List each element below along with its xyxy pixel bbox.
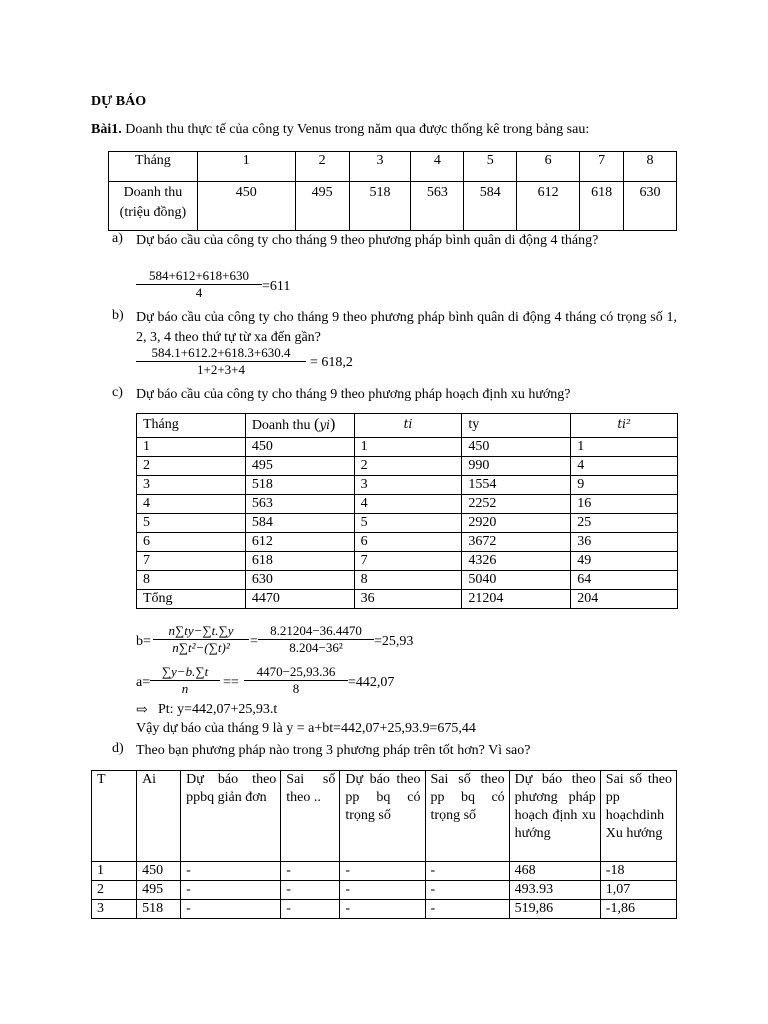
part-d-label: d): [112, 741, 124, 756]
revenue-cell: 563: [411, 182, 464, 231]
part-a-result: =611: [262, 279, 291, 294]
month-cell: 3: [349, 152, 411, 182]
part-a-label: a): [112, 231, 123, 246]
a-val-den: 8: [292, 681, 300, 696]
a-sym-den: n: [181, 681, 189, 696]
part-b-fraction: [136, 345, 306, 378]
trend-cell: 6: [354, 533, 462, 552]
trend-cell: 3672: [462, 533, 571, 552]
trend-table-row: [137, 495, 678, 514]
comparison-cell: -: [281, 862, 340, 881]
trend-cell: 4326: [462, 552, 571, 571]
trend-cell: 450: [245, 438, 354, 457]
revenue-label-line2: (triệu đồng): [119, 205, 187, 220]
trend-table-row: [137, 514, 678, 533]
trend-cell: 630: [245, 571, 354, 590]
page-heading: DỰ BÁO: [91, 94, 147, 109]
comparison-cell: 2: [92, 881, 137, 900]
trend-cell: 8: [354, 571, 462, 590]
comparison-cell: -: [181, 900, 281, 919]
b-sym-den: n∑t²−(∑t)²: [172, 640, 230, 655]
revenue-table: [108, 151, 677, 231]
part-a-numerator: 584+612+618+630: [136, 268, 262, 285]
trend-table-row: [137, 457, 678, 476]
a-label: a=: [136, 675, 151, 690]
trend-cell: 3: [354, 476, 462, 495]
comparison-cell: -: [425, 881, 509, 900]
trend-cell: 1: [137, 438, 246, 457]
comparison-cell: 518: [137, 900, 181, 919]
col-header-trend-error: Sai số theo pp hoạchdinh Xu hướng: [600, 771, 676, 862]
month-cell: 4: [411, 152, 464, 182]
comparison-cell: 3: [92, 900, 137, 919]
a-val-num: 4470−25,93.36: [244, 664, 348, 681]
comparison-cell: -: [425, 900, 509, 919]
equation-text: Pt: y=442,07+25,93.t: [158, 702, 278, 717]
trend-cell: 9: [571, 476, 678, 495]
comparison-cell: -: [281, 900, 340, 919]
revenue-cell: 584: [464, 182, 517, 231]
comparison-cell: -: [181, 862, 281, 881]
comparison-cell: 519,86: [509, 900, 600, 919]
revenue-cell: 495: [295, 182, 349, 231]
trend-cell: 563: [245, 495, 354, 514]
trend-cell: 16: [571, 495, 678, 514]
header-ty: ty: [462, 414, 571, 438]
col-header-t: T: [92, 771, 137, 862]
trend-cell: 49: [571, 552, 678, 571]
b-val-num: 8.21204−36.4470: [258, 623, 374, 640]
trend-cell: 5: [354, 514, 462, 533]
comparison-cell: -: [181, 881, 281, 900]
trend-cell: 204: [571, 590, 678, 609]
trend-table-row: [137, 552, 678, 571]
trend-cell: 8: [137, 571, 246, 590]
comparison-cell: -: [340, 862, 425, 881]
a-value-fraction: [244, 664, 348, 697]
month-cell: 5: [464, 152, 517, 182]
trend-cell: 5040: [462, 571, 571, 590]
comparison-cell: 468: [509, 862, 600, 881]
comparison-cell: 1: [92, 862, 137, 881]
trend-cell: 1554: [462, 476, 571, 495]
trend-table-row: [137, 533, 678, 552]
trend-cell: 2920: [462, 514, 571, 533]
col-header-simple-error: Sai số theo ..: [281, 771, 340, 862]
trend-cell: 4470: [245, 590, 354, 609]
comparison-cell: -: [281, 881, 340, 900]
part-b-denominator: 1+2+3+4: [197, 362, 245, 377]
trend-cell: 5: [137, 514, 246, 533]
conclusion-text: Vậy dự báo của tháng 9 là y = a+bt=442,07+25,93.9=675,44: [136, 721, 476, 736]
part-c-question: Dự báo cầu của công ty cho tháng 9 theo phương pháp hoạch định xu hướng?: [136, 387, 571, 402]
b-result: =25,93: [374, 634, 414, 649]
part-a-denominator: 4: [195, 285, 203, 300]
trend-cell: 36: [354, 590, 462, 609]
trend-cell: 4: [354, 495, 462, 514]
a-result: =442,07: [348, 675, 395, 690]
revenue-cell: 630: [624, 182, 677, 231]
col-header-weighted-forecast: Dự báo theo pp bq có trọng số: [340, 771, 425, 862]
trend-cell: 25: [571, 514, 678, 533]
col-header-weighted-error: Sai số theo pp bq có trọng số: [425, 771, 509, 862]
comparison-cell: -: [425, 862, 509, 881]
trend-cell: 36: [571, 533, 678, 552]
intro-paragraph: [91, 122, 589, 138]
header-ti: [354, 414, 462, 438]
trend-cell: 21204: [462, 590, 571, 609]
part-a-fraction: [136, 268, 262, 301]
trend-cell: 4: [571, 457, 678, 476]
comparison-cell: 1,07: [600, 881, 676, 900]
trend-cell: 1: [354, 438, 462, 457]
comparison-cell: -: [340, 881, 425, 900]
a-sym-num: ∑y−b.∑t: [150, 664, 220, 681]
b-value-fraction: [258, 623, 374, 656]
exercise-label: Bài1.: [91, 122, 122, 137]
a-symbolic-fraction: [150, 664, 220, 697]
month-row-label: Tháng: [109, 152, 198, 182]
comparison-cell: -18: [600, 862, 676, 881]
trend-cell: 612: [245, 533, 354, 552]
trend-cell: 450: [462, 438, 571, 457]
trend-cell: 1: [571, 438, 678, 457]
comparison-table-row: [92, 881, 677, 900]
trend-cell: 584: [245, 514, 354, 533]
month-cell: 2: [295, 152, 349, 182]
trend-cell: 2: [354, 457, 462, 476]
trend-cell: 3: [137, 476, 246, 495]
comparison-cell: 450: [137, 862, 181, 881]
month-cell: 7: [580, 152, 624, 182]
trend-table-row: [137, 571, 678, 590]
month-cell: 6: [517, 152, 580, 182]
revenue-cell: 518: [349, 182, 411, 231]
comparison-table: [91, 770, 677, 919]
b-equals: =: [250, 634, 258, 649]
trend-cell: 2: [137, 457, 246, 476]
part-a-question: Dự báo cầu của công ty cho tháng 9 theo phương pháp bình quân di động 4 tháng?: [136, 233, 599, 248]
header-ti2: [571, 414, 678, 438]
arrow-icon: ⇨: [136, 703, 148, 718]
trend-cell: 990: [462, 457, 571, 476]
trend-cell: 4: [137, 495, 246, 514]
part-c-label: c): [112, 385, 123, 400]
col-header-simple-forecast: Dự báo theo ppbq giản đơn: [181, 771, 281, 862]
a-mid-equals: ==: [223, 675, 239, 690]
intro-text: Doanh thu thực tế của công ty Venus trong năm qua được thống kê trong bảng sau:: [121, 122, 590, 137]
trend-cell: 495: [245, 457, 354, 476]
trend-cell: 618: [245, 552, 354, 571]
trend-table: [136, 413, 678, 609]
trend-cell: 6: [137, 533, 246, 552]
b-label: b=: [136, 634, 151, 649]
part-b-result: = 618,2: [310, 355, 353, 370]
comparison-table-row: [92, 900, 677, 919]
b-symbolic-fraction: [153, 623, 249, 656]
revenue-cell: 618: [580, 182, 624, 231]
header-month: Tháng: [137, 414, 246, 438]
part-d-question: Theo bạn phương pháp nào trong 3 phương pháp trên tốt hơn? Vì sao?: [136, 743, 531, 758]
comparison-cell: -1,86: [600, 900, 676, 919]
col-header-ai: Ai: [137, 771, 181, 862]
part-b-numerator: 584.1+612.2+618.3+630.4: [136, 345, 306, 362]
header-revenue-text: Doanh thu: [251, 418, 311, 433]
revenue-row-label: [109, 182, 198, 231]
b-val-den: 8.204−36²: [289, 640, 343, 655]
comparison-table-row: [92, 862, 677, 881]
trend-cell: 64: [571, 571, 678, 590]
trend-cell: Tổng: [137, 590, 246, 609]
month-cell: 1: [197, 152, 295, 182]
comparison-cell: 495: [137, 881, 181, 900]
col-header-trend-forecast: Dự báo theo phương pháp hoạch định xu hướng: [509, 771, 600, 862]
comparison-cell: -: [340, 900, 425, 919]
revenue-cell: 450: [197, 182, 295, 231]
b-sym-num: n∑ty−∑t.∑y: [153, 623, 249, 640]
month-cell: 8: [624, 152, 677, 182]
trend-table-row: [137, 590, 678, 609]
revenue-label-line1: Doanh thu: [123, 185, 183, 200]
comparison-table-body: [92, 862, 677, 919]
header-ti-symbol: ti: [403, 417, 413, 431]
part-b-question: Dự báo cầu của công ty cho tháng 9 theo phương pháp bình quân di động 4 tháng có trọng số 1, 2, 3, 4 theo thứ tự từ xa đến gần?: [136, 310, 677, 345]
header-revenue: Doanh thu (yi): [245, 414, 354, 438]
trend-table-row: [137, 476, 678, 495]
header-yi: yi: [319, 418, 330, 432]
trend-table-body: [137, 438, 678, 609]
trend-cell: 2252: [462, 495, 571, 514]
trend-cell: 518: [245, 476, 354, 495]
comparison-cell: 493.93: [509, 881, 600, 900]
part-b-label: b): [112, 308, 124, 323]
trend-cell: 7: [137, 552, 246, 571]
trend-cell: 7: [354, 552, 462, 571]
trend-table-row: [137, 438, 678, 457]
revenue-cell: 612: [517, 182, 580, 231]
header-ti2-symbol: ti²: [617, 417, 631, 431]
